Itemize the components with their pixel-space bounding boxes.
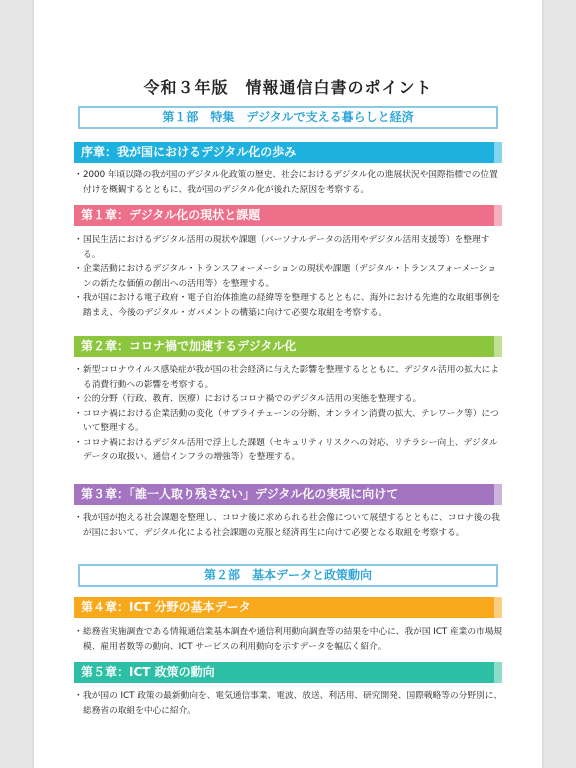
list-item: ・ 新型コロナウイルス感染症が我が国の社会経済に与えた影響を整理するとともに、デジタル活用の拡大による消費行動への影響を考察する。 [74, 365, 499, 390]
list-item: ・ 総務省実施調査である情報通信業基本調査や通信利用動向調査等の結果を中心に、我が国 ICT 産業の市場規模、雇用者数等の動向、ICT サービスの利用動向を示すデータを幅広く紹介。 [74, 627, 503, 652]
list-item: ・ コロナ禍における企業活動の変化（サプライチェーンの分断、オンライン消費の拡大、テレワーク等）について整理する。 [74, 408, 499, 433]
chapter-4-label: 第４章：ICT 分野の基本データ [81, 600, 251, 614]
list-item: ・ 2000 年頃以降の我が国のデジタル化政策の歴史、社会におけるデジタル化の進展状況や国際指標での位置付けを概観するとともに、我が国のデジタル化が後れた原因を考察する。 [74, 170, 498, 195]
chapter-3-label: 第３章：「誰一人取り残さない」デジタル化の実現に向けて [81, 487, 399, 501]
chapter-1-body [74, 233, 504, 320]
chapter-3-body [74, 511, 504, 540]
chapter-2-label: 第２章：コロナ禍で加速するデジタル化 [81, 339, 297, 353]
list-item: ・ 企業活動におけるデジタル・トランスフォーメーションの現状や課題（デジタル・トランスフォーメーションの新たな価値の創出への活用等）を整理する。 [74, 264, 496, 289]
page-title: 令和３年版 情報通信白書のポイント [143, 78, 433, 97]
chapter-1-header [74, 205, 502, 226]
list-item: ・ 我が国の ICT 政策の最新動向を、電気通信事業、電波、放送、利活用、研究開発、国際戦略等の分野別に、総務省の取組を中心に紹介。 [74, 691, 503, 716]
chapter-2-shade [494, 336, 502, 357]
list-item: ・ 公的分野（行政、教育、医療）におけるコロナ禍でのデジタル活用の実態を整理する。 [74, 394, 422, 404]
list-item: ・ コロナ禍におけるデジタル活用で浮上した課題（セキュリティリスクへの対応、リテラシー向上、デジタルデータの取扱い、通信インフラの増強等）を整理する。 [74, 437, 498, 462]
chapter-0-shade [494, 142, 502, 163]
chapter-5-body [74, 689, 504, 718]
chapter-1-shade [494, 205, 502, 226]
chapter-3-header [74, 484, 502, 505]
chapter-0-label: 序章：我が国におけるデジタル化の歩み [81, 145, 297, 159]
chapter-4-shade [494, 597, 502, 618]
chapter-1-label: 第１章：デジタル化の現状と課題 [81, 208, 261, 222]
chapter-2-body [74, 363, 504, 465]
document-page [34, 0, 542, 768]
chapter-3-shade [494, 484, 502, 505]
list-item: ・ 我が国が抱える社会課題を整理し、コロナ後に求められる社会像について展望するとともに、コロナ後の我が国において、デジタル化による社会課題の克服と経済再生に向けて必要となる取組を考察する。 [74, 513, 500, 538]
chapter-5-header [74, 662, 502, 683]
chapter-0-body [74, 168, 504, 197]
chapter-0-header [74, 142, 502, 163]
chapter-4-body [74, 625, 504, 654]
chapter-5-label: 第５章：ICT 政策の動向 [81, 665, 215, 679]
chapter-5-shade [494, 662, 502, 683]
part2-heading: 第２部 基本データと政策動向 [78, 564, 498, 587]
list-item: ・ 国民生活におけるデジタル活用の現状や課題（パーソナルデータの活用やデジタル活用支援等）を整理する。 [74, 235, 490, 260]
chapter-2-header [74, 336, 502, 357]
list-item: ・ 我が国における電子政府・電子自治体推進の経緯等を整理するとともに、海外における先進的な取組事例を踏まえ、今後のデジタル・ガバメントの構築に向けて必要な取組を考察する。 [74, 293, 500, 318]
chapter-4-header [74, 597, 502, 618]
part1-heading: 第１部 特集 デジタルで支える暮らしと経済 [78, 106, 498, 129]
